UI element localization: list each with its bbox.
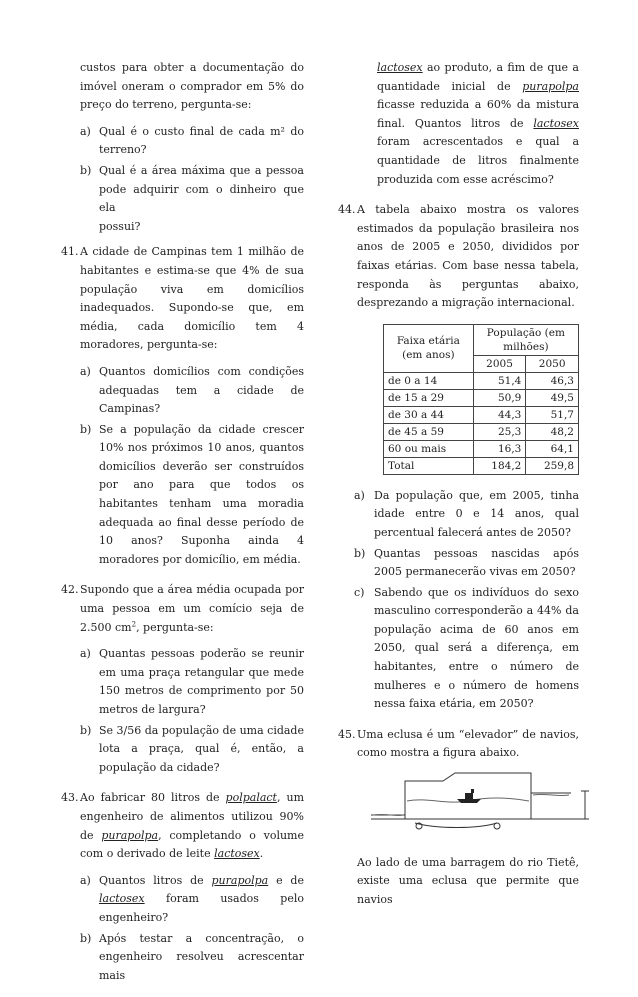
list-item	[80, 421, 304, 570]
question-text: A cidade de Campinas tem 1 milhão de habitantes e estima-se que 4% de sua população viva em domicílios inadequados. Supondo-se que, em média, cada domicílio tem 4 moradores, pergunta-se:	[80, 245, 304, 352]
term-purapolpa: purapolpa	[211, 873, 269, 887]
text-part: ficasse reduzida a 60% da mistura final. Quantos litros de	[377, 98, 579, 130]
item-text: Quantas pessoas poderão se reunir em uma praça retangular que mede 150 metros de comprimento por 50 metros de largura?	[99, 647, 304, 716]
list-item	[80, 363, 304, 419]
text-part: , pergunta-se:	[136, 620, 214, 634]
table-cell: de 15 a 29	[384, 389, 474, 406]
table-cell: 48,2	[526, 423, 579, 440]
term-purapolpa: purapolpa	[101, 828, 159, 842]
question-number: 41.	[61, 245, 79, 259]
item-text	[377, 59, 579, 189]
table-row	[384, 389, 579, 406]
item-text: Após testar a concentração, o engenheiro resolveu acrescentar mais	[99, 931, 304, 982]
item-label: b)	[80, 723, 92, 737]
table-cell: 49,5	[526, 389, 579, 406]
item-label: b)	[80, 931, 92, 945]
table-cell: 60 ou mais	[384, 440, 474, 457]
list-item	[80, 872, 304, 928]
header-age-range: Faixa etária (em anos)	[384, 324, 474, 372]
table-cell: 259,8	[526, 457, 579, 474]
table-cell: de 30 a 44	[384, 406, 474, 423]
list-item	[80, 722, 304, 778]
text-part: Supondo que a área média ocupada por uma pessoa em um comício seja de 2.500 cm	[80, 583, 304, 634]
item-text: Da população que, em 2005, tinha idade entre 0 e 14 anos, qual percentual falecerá antes de 2050?	[374, 488, 579, 539]
term-lactosex: lactosex	[214, 847, 260, 861]
table-cell: de 0 a 14	[384, 372, 474, 389]
question-43	[61, 789, 304, 985]
item-line: Qual é o custo final de cada m² do	[99, 124, 304, 138]
item-line: possui?	[99, 219, 141, 233]
question-number: 43.	[61, 791, 79, 805]
list-item	[80, 930, 304, 986]
item-label: a)	[80, 124, 91, 138]
text-part: , um engenheiro de alimentos utilizou 90% de	[80, 791, 304, 842]
intro-line: imóvel oneram o comprador em 5% do	[80, 79, 304, 93]
question-number: 42.	[61, 583, 79, 597]
text-part: Quantos litros de	[99, 873, 212, 887]
table-cell: 64,1	[526, 440, 579, 457]
text-part: foram acrescentados e qual a quantidade de litros finalmente produzida com esse acréscimo?	[377, 135, 579, 186]
question-40-continuation	[61, 59, 304, 236]
question-number: 44.	[338, 203, 356, 217]
underground-channel	[415, 823, 497, 828]
item-label: a)	[80, 647, 91, 661]
text-part: , completando o volume com o derivado de leite	[80, 828, 304, 861]
header-population: População (em milhões)	[473, 324, 578, 355]
question-41	[61, 243, 304, 569]
item-text	[99, 872, 304, 928]
text-part: foram usados pelo engenheiro?	[99, 892, 304, 924]
item-label: a)	[354, 488, 365, 502]
table-cell: 184,2	[473, 457, 526, 474]
item-text: Se a população da cidade crescer 10% nos próximos 10 anos, quantos domicílios deverão ser construídos por ano para que todos os habitantes tenham uma moradia adequada ao final desse período de 10 anos? Suponha ainda 4 moradores por domicílio, em média.	[99, 422, 304, 566]
question-text	[80, 581, 304, 637]
question-44	[338, 201, 579, 714]
table-cell: 50,9	[473, 389, 526, 406]
question-45	[338, 726, 579, 910]
header-year: 2050	[526, 355, 579, 372]
question-text: Uma eclusa é um “elevador” de navios, como mostra a figura abaixo.	[357, 727, 579, 760]
question-42	[61, 581, 304, 777]
item-label: c)	[354, 585, 365, 599]
text-part: e de	[268, 873, 304, 887]
question-43-continuation	[341, 59, 579, 189]
item-text: Sabendo que os indivíduos do sexo masculino corresponderão a 44% da população acima de 60 anos em 2050, qual será a diferença, em habitantes, entre o número de mulheres e o número de homens nessa faixa etária, em 2050?	[374, 585, 579, 711]
list-item	[80, 162, 304, 236]
term-lactosex: lactosex	[99, 892, 145, 906]
text-part: Ao fabricar 80 litros de	[80, 791, 226, 805]
table-row	[384, 423, 579, 440]
table-row	[384, 372, 579, 389]
population-table	[383, 324, 579, 475]
table-cell: 51,4	[473, 372, 526, 389]
term-polpalact: polpalact	[225, 791, 277, 805]
table-cell: de 45 a 59	[384, 423, 474, 440]
item-text: Se 3/56 da população de uma cidade lota a praça, qual é, então, a população da cidade?	[99, 723, 304, 774]
list-item	[338, 487, 579, 543]
table-row	[384, 457, 579, 474]
question-text: Ao lado de uma barragem do rio Tietê, existe uma eclusa que permite que navios	[357, 855, 579, 906]
table-row	[384, 406, 579, 423]
item-text: Quantos domicílios com condições adequadas tem a cidade de Campinas?	[99, 364, 304, 416]
table-cell: Total	[384, 457, 474, 474]
item-text: Quantas pessoas nascidas após 2005 permanecerão vivas em 2050?	[374, 546, 579, 579]
list-item	[80, 123, 304, 160]
list-item	[338, 584, 579, 714]
water-surface-high	[533, 794, 569, 795]
list-item	[338, 545, 579, 582]
table-cell: 25,3	[473, 423, 526, 440]
question-text	[80, 789, 304, 863]
text-part: ao produto, a fim de que a quantidade inicial de	[377, 61, 579, 93]
item-label: b)	[80, 422, 92, 436]
intro-line: preço do terreno, pergunta-se:	[80, 98, 252, 112]
text-part: .	[259, 847, 264, 861]
item-label: a)	[80, 873, 91, 887]
lock-figure	[357, 771, 595, 833]
valve-icon	[494, 823, 500, 829]
right-column	[338, 59, 579, 921]
item-label: a)	[80, 364, 91, 378]
list-item	[80, 645, 304, 719]
left-column	[61, 59, 304, 997]
term-lactosex: lactosex	[533, 116, 579, 130]
intro-line: custos para obter a documentação do	[80, 61, 304, 74]
question-text: A tabela abaixo mostra os valores estimados da população brasileira nos anos de 2005 e 2050, divididos por faixas etárias. Com base nessa tabela, responda às perguntas abaixo, desprezando a migração internacional.	[357, 203, 579, 310]
question-number: 45.	[338, 727, 356, 741]
item-line: terreno?	[99, 143, 147, 157]
table-row	[384, 440, 579, 457]
table-cell: 16,3	[473, 440, 526, 457]
ship-icon	[457, 789, 481, 803]
term-purapolpa: purapolpa	[522, 79, 579, 93]
superscript: 2	[131, 619, 137, 628]
item-line: Qual é a área máxima que a pessoa	[99, 163, 304, 177]
table-cell: 51,7	[526, 406, 579, 423]
table-cell: 46,3	[526, 372, 579, 389]
item-label: b)	[80, 163, 92, 177]
item-label: b)	[354, 546, 366, 560]
header-year: 2005	[473, 355, 526, 372]
table-cell: 44,3	[473, 406, 526, 423]
term-lactosex: lactosex	[377, 61, 423, 74]
item-line: pode adquirir com o dinheiro que ela	[99, 182, 304, 215]
height-marker	[581, 791, 589, 819]
